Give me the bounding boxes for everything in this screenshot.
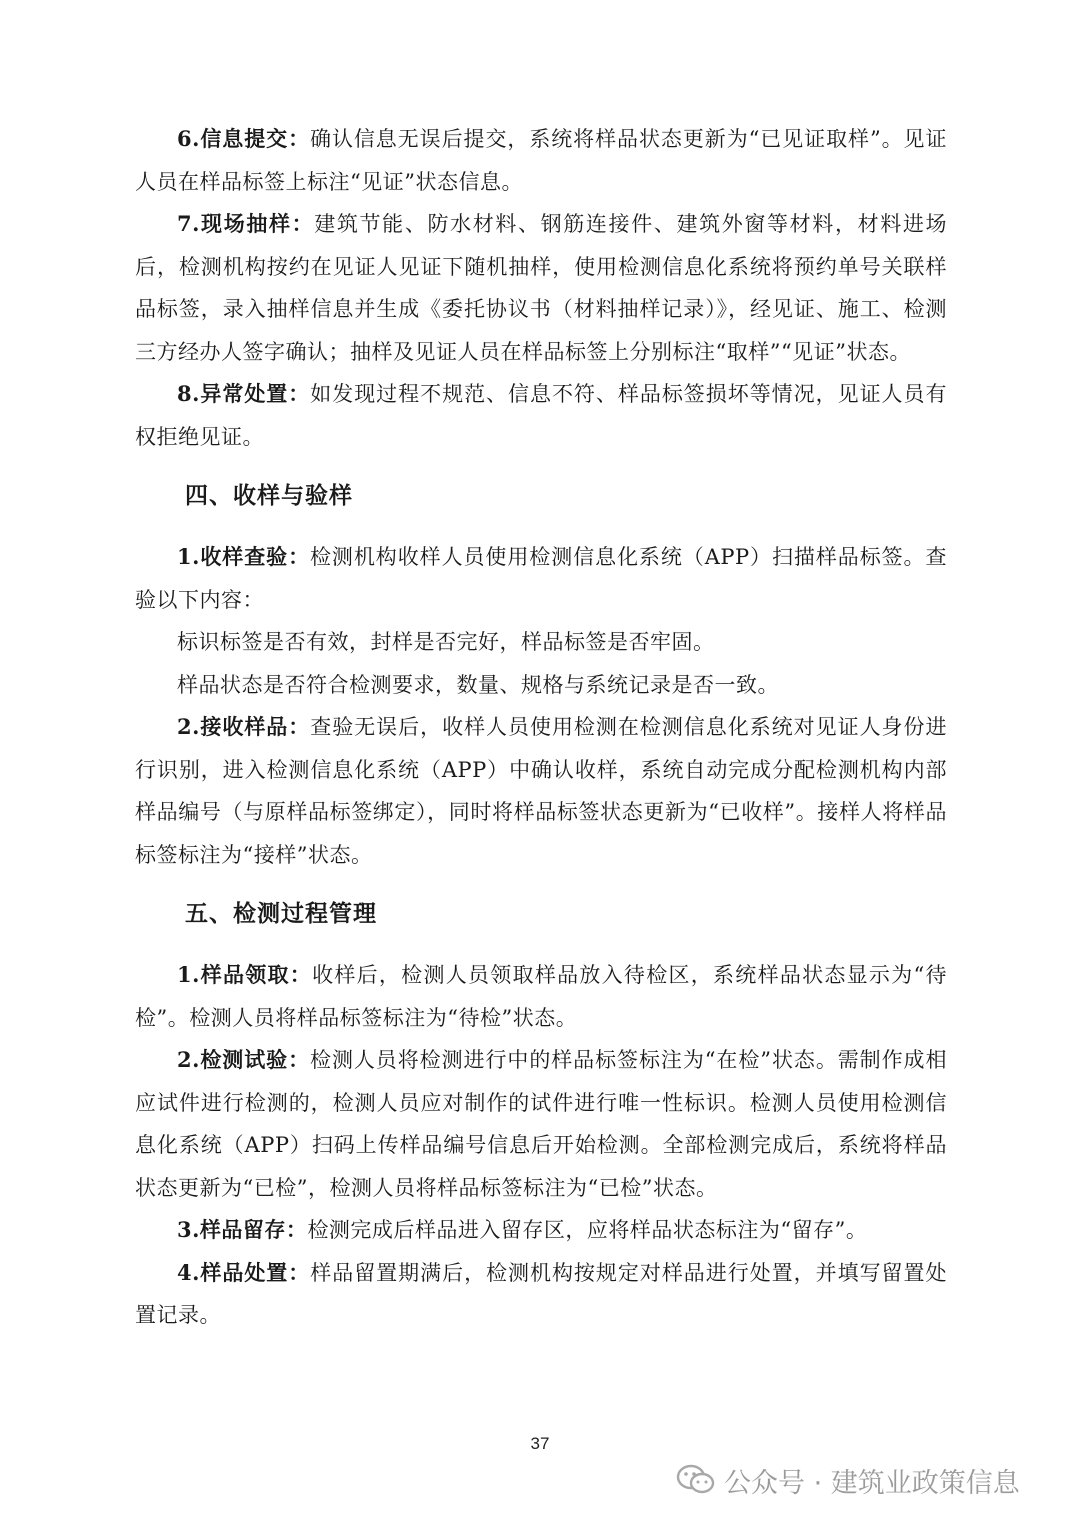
paragraph-receipt-inspection	[135, 536, 947, 621]
paragraph-lead: 4.样品处置：	[177, 1259, 311, 1285]
wechat-icon	[676, 1463, 716, 1497]
paragraph-sample-disposal	[135, 1252, 947, 1337]
paragraph-lead: 6.信息提交：	[177, 126, 311, 151]
paragraph-exception-handling	[135, 373, 947, 458]
paragraph-lead: 7.现场抽样：	[177, 211, 315, 236]
paragraph-text: 样品留置期满后，检测机构按规定对样品进行处置，并填写留置处置记录。	[135, 1260, 947, 1327]
section-heading-testing-process: 五、检测过程管理	[185, 901, 377, 927]
paragraph-text: 如发现过程不规范、信息不符、样品标签损坏等情况，见证人员有权拒绝见证。	[135, 382, 947, 449]
paragraph-lead: 2.接收样品：	[177, 714, 311, 739]
paragraph-onsite-sampling	[135, 203, 947, 373]
paragraph-text: 检测完成后样品进入留存区，应将样品状态标注为“留存”。	[307, 1218, 868, 1242]
paragraph-text: 建筑节能、防水材料、钢筋连接件、建筑外窗等材料，材料进场后，检测机构按约在见证人见证下随机抽样，使用检测信息化系统将预约单号关联样品标签，录入抽样信息并生成《委托协议书（材料抽样记录）》，经见证、施工、检测三方经办人签字确认；抽样及见证人员在样品标签上分别标注“取样”“见证”状态。	[135, 212, 947, 364]
paragraph-text: 样品状态是否符合检测要求，数量、规格与系统记录是否一致。	[177, 672, 779, 697]
paragraph-sample-retention	[135, 1209, 947, 1252]
paragraph-info-submit	[135, 118, 947, 203]
paragraph-lead: 2.检测试验：	[177, 1047, 311, 1072]
paragraph-text: 检测人员将检测进行中的样品标签标注为“在检”状态。需制作成相应试件进行检测的，检测人员应对制作的试件进行唯一性标识。检测人员使用检测信息化系统（APP）扫码上传样品编号信息后开始检测。全部检测完成后，系统将样品状态更新为“已检”，检测人员将样品标签标注为“已检”状态。	[135, 1048, 947, 1200]
paragraph-text: 标识标签是否有效，封样是否完好，样品标签是否牢固。	[177, 630, 715, 654]
paragraph-lead: 3.样品留存：	[177, 1217, 308, 1242]
paragraph-receive-sample	[135, 706, 947, 876]
paragraph-lead: 8.异常处置：	[177, 381, 311, 406]
paragraph-text: 确认信息无误后提交，系统将样品状态更新为“已见证取样”。见证人员在样品标签上标注“见证”状态信息。	[135, 127, 947, 194]
paragraph-text: 查验无误后，收样人员使用检测在检测信息化系统对见证人身份进行识别，进入检测信息化系统（APP）中确认收样，系统自动完成分配检测机构内部样品编号（与原样品标签绑定），同时将样品标签状态更新为“已收样”。接样人将样品标签标注为“接样”状态。	[135, 715, 947, 867]
paragraph-testing	[135, 1039, 947, 1209]
paragraph-lead: 1.收样查验：	[177, 544, 310, 569]
paragraph-text: 检测机构收样人员使用检测信息化系统（APP）扫描样品标签。查验以下内容：	[135, 545, 947, 612]
page-number: 37	[530, 1434, 550, 1453]
paragraph-text: 收样后，检测人员领取样品放入待检区，系统样品状态显示为“待检”。检测人员将样品标签标注为“待检”状态。	[135, 963, 947, 1030]
page-content	[135, 118, 947, 1337]
paragraph-label-check	[135, 621, 947, 664]
paragraph-lead: 1.样品领取：	[177, 962, 313, 987]
watermark-text: 公众号 · 建筑业政策信息	[724, 1467, 1020, 1499]
wechat-watermark	[676, 1460, 1020, 1500]
section-heading-sample-receipt: 四、收样与验样	[185, 483, 353, 509]
paragraph-sample-collection	[135, 954, 947, 1039]
paragraph-status-check	[135, 664, 947, 707]
